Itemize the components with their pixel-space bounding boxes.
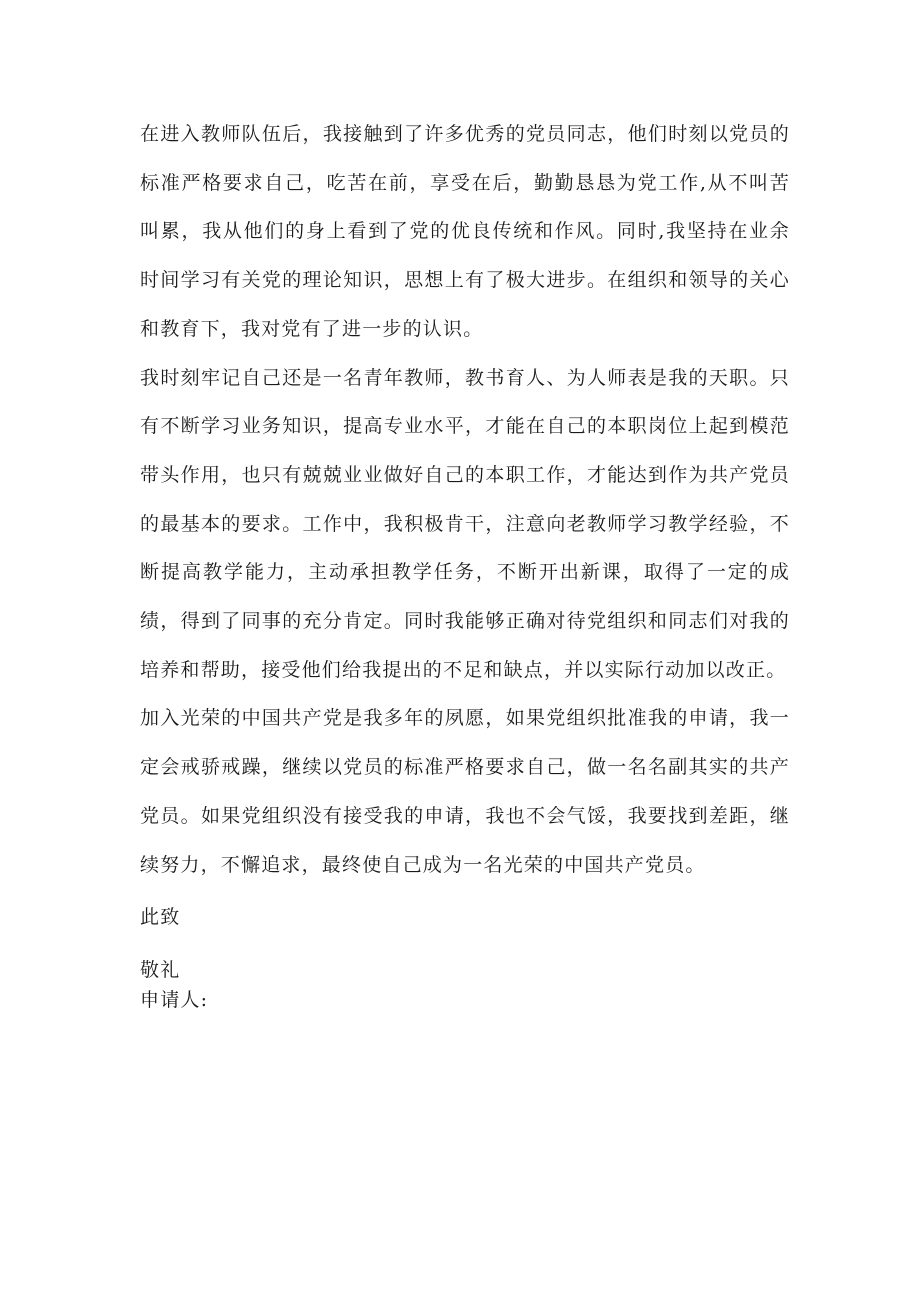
closing-salutation: 此致	[140, 906, 181, 929]
paragraph-3: 加入光荣的中国共产党是我多年的夙愿，如果党组织批准我的申请，我一定会戒骄戒躁，继续以党员的标准严格要求自己，做一名名副其实的共产党员。如果党组织没有接受我的申请，我也不会气馁，我要找到差距，继续努力，不懈追求，最终使自己成为一名光荣的中国共产党员。	[140, 707, 790, 876]
paragraph-2: 我时刻牢记自己还是一名青年教师，教书育人、为人师表是我的天职。只有不断学习业务知识，提高专业水平，才能在自己的本职岗位上起到模范带头作用，也只有兢兢业业做好自己的本职工作，才能达到作为共产党员的最基本的要求。工作中，我积极肯干，注意向老教师学习教学经验，不断提高教学能力，主动承担教学任务，不断开出新课，取得了一定的成绩，得到了同事的充分肯定。同时我能够正确对待党组织和同志们对我的培养和帮助，接受他们给我提出的不足和缺点，并以实际行动加以改正。	[140, 366, 790, 681]
paragraph-1: 在进入教师队伍后，我接触到了许多优秀的党员同志，他们时刻以党员的标准严格要求自己，吃苦在前，享受在后，勤勤恳恳为党工作,从不叫苦叫累，我从他们的身上看到了党的优良传统和作风。同时,我坚持在业余时间学习有关党的理论知识，思想上有了极大进步。在组织和领导的关心和教育下，我对党有了进一步的认识。	[140, 123, 790, 340]
closing-regards: 敬礼	[140, 959, 181, 982]
document-body	[140, 110, 790, 1015]
signature-label: 申请人:	[140, 989, 209, 1012]
